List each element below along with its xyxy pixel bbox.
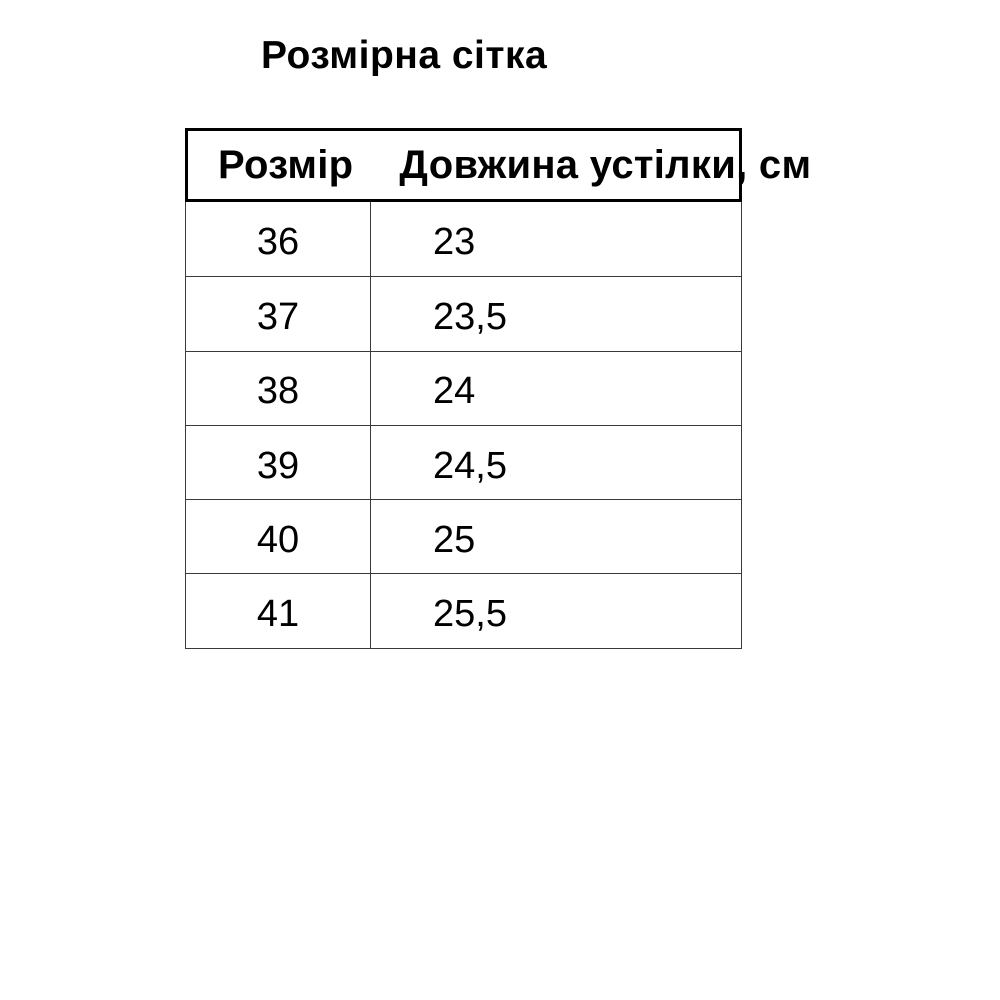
length-cell: 25,5 <box>433 593 507 636</box>
table-row <box>186 425 741 499</box>
page-title: Розмірна сітка <box>261 34 548 77</box>
header-length-column-label: Довжина устілки, см <box>399 142 812 187</box>
table-row <box>186 499 741 573</box>
size-cell: 37 <box>186 277 371 350</box>
table-row <box>186 202 741 276</box>
size-cell: 36 <box>186 202 371 276</box>
length-cell: 24 <box>433 370 476 413</box>
table-row <box>186 351 741 425</box>
table-row <box>186 276 741 350</box>
table-row <box>186 573 741 647</box>
length-cell: 25 <box>433 518 476 561</box>
table-header-row <box>185 128 812 202</box>
header-size-column-label: Розмір <box>218 142 354 187</box>
size-cell: 38 <box>186 352 371 425</box>
size-cell: 41 <box>186 574 371 647</box>
size-cell: 39 <box>186 426 371 499</box>
table-body <box>185 202 742 649</box>
length-cell: 23 <box>433 221 476 264</box>
size-table <box>185 128 812 649</box>
size-cell: 40 <box>186 500 371 573</box>
length-cell: 24,5 <box>433 444 507 487</box>
length-cell: 23,5 <box>433 295 507 338</box>
